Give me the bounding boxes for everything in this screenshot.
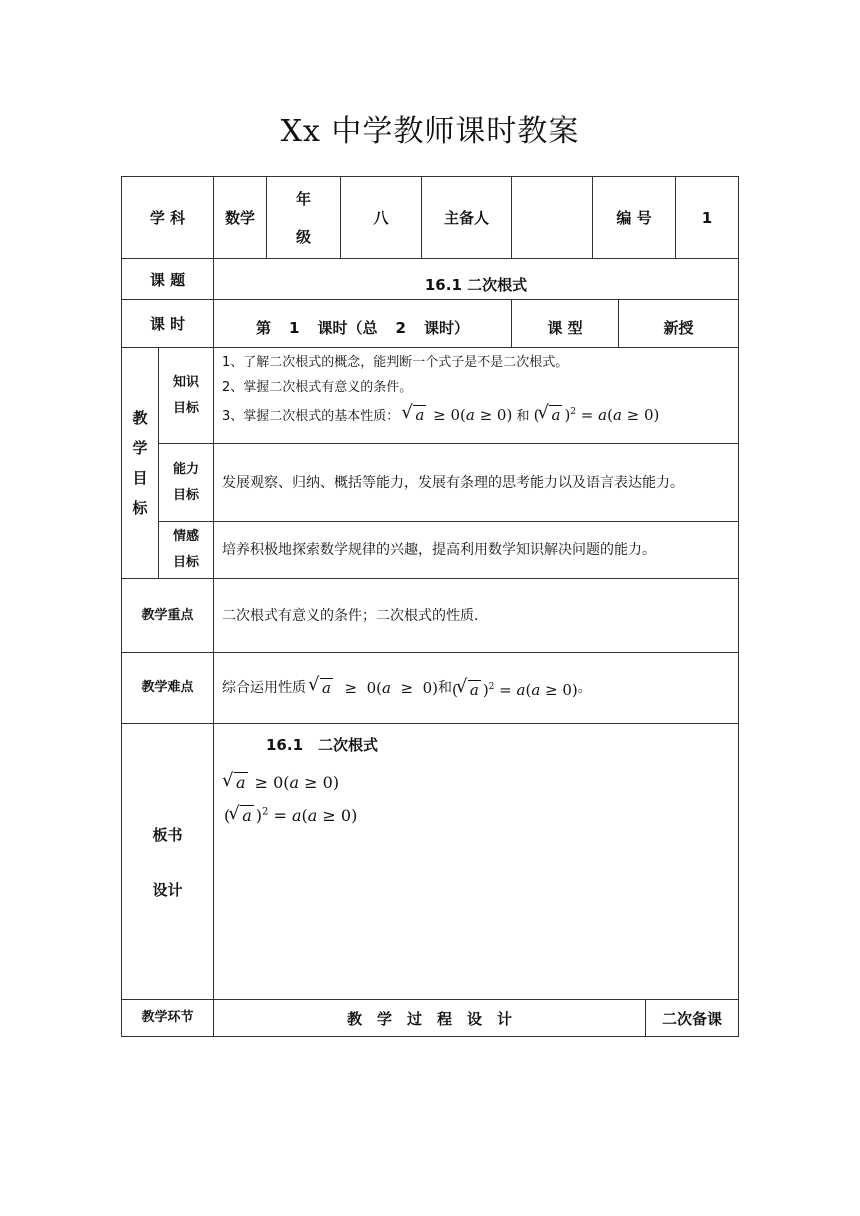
emotion-goal-text: 培养积极地探索数学规律的兴趣，提高利用数学知识解决问题的能力。 xyxy=(213,521,739,579)
number-value: 1 xyxy=(675,176,739,259)
preparer-label: 主备人 xyxy=(421,176,512,259)
secondary-prep-label: 二次备课 xyxy=(645,999,739,1037)
goals-section-label: 教 学 目 标 xyxy=(121,347,159,579)
period-suffix: 课时） xyxy=(423,319,469,337)
knowledge-goal-line-3-text: 3、掌握二次根式的基本性质： xyxy=(222,409,400,424)
knowledge-goal-label: 知识 目标 xyxy=(158,347,214,444)
difficulty-formula-1: √ a ≥ 0(a ≥ 0) xyxy=(310,675,438,701)
number-label: 编 号 xyxy=(592,176,676,259)
knowledge-goal-line-2: 2、掌握二次根式有意义的条件。 xyxy=(222,380,413,395)
subject-value: 数学 xyxy=(213,176,267,259)
knowledge-goal-line-3 xyxy=(222,400,738,429)
ability-goal-label: 能力 目标 xyxy=(158,443,214,522)
grade-value: 八 xyxy=(340,176,422,259)
difficulties-prefix: 综合运用性质 xyxy=(222,680,306,696)
difficulties-label: 教学难点 xyxy=(121,652,214,724)
topic-value: 16.1 二次根式 xyxy=(213,258,739,300)
board-label-line-1: 板书 xyxy=(152,825,183,844)
page-title: Xx 中学教师课时教案 xyxy=(280,114,580,149)
period-value xyxy=(213,299,512,348)
process-design-title: 教 学 过 程 设 计 xyxy=(213,999,646,1037)
period-label: 课 时 xyxy=(121,299,214,348)
class-type-label: 课 型 xyxy=(511,299,619,348)
difficulties-and: 和 xyxy=(438,680,452,696)
topic-label: 课 题 xyxy=(121,258,214,300)
emotion-goal-label: 情感 目标 xyxy=(158,521,214,579)
board-design-content xyxy=(213,723,739,1000)
board-formula-1: √ a ≥ 0(a ≥ 0) xyxy=(224,773,378,792)
preparer-value xyxy=(511,176,593,259)
period-total: 2 xyxy=(395,318,406,337)
ability-goal-text: 发展观察、归纳、概括等能力，发展有条理的思考能力以及语言表达能力。 xyxy=(213,443,739,522)
period-count: 1 xyxy=(289,318,300,337)
difficulties-suffix: 。 xyxy=(577,680,592,696)
board-design-label xyxy=(121,723,214,1000)
knowledge-goal-content xyxy=(213,347,739,444)
board-label-line-2: 设计 xyxy=(152,880,183,899)
difficulty-formula-2: (√ a )$^2$ = a(a ≥ 0) xyxy=(452,674,578,703)
period-prefix: 第 xyxy=(256,319,272,337)
and-text: 和 xyxy=(516,409,530,424)
knowledge-goal-line-1: 1、了解二次根式的概念，能判断一个式子是不是二次根式。 xyxy=(222,355,569,370)
difficulties-content xyxy=(213,652,739,724)
board-formula-2: (√ a )$^2$ = a(a ≥ 0) xyxy=(224,806,378,825)
key-points-label: 教学重点 xyxy=(121,578,214,653)
sqrt-square-formula: (√ a )$^2$ = a(a ≥ 0) xyxy=(534,406,660,424)
class-type-value: 新授 xyxy=(618,299,739,348)
subject-label: 学 科 xyxy=(121,176,214,259)
key-points-text: 二次根式有意义的条件；二次根式的性质． xyxy=(213,578,739,653)
sqrt-nonneg-formula: √ a ≥ 0(a ≥ 0) xyxy=(403,406,512,424)
period-text: 课时（总 xyxy=(317,319,378,337)
board-heading: 16.1 二次根式 xyxy=(266,736,379,754)
process-stage-label: 教学环节 xyxy=(121,999,214,1037)
grade-label: 年 级 xyxy=(266,176,341,259)
